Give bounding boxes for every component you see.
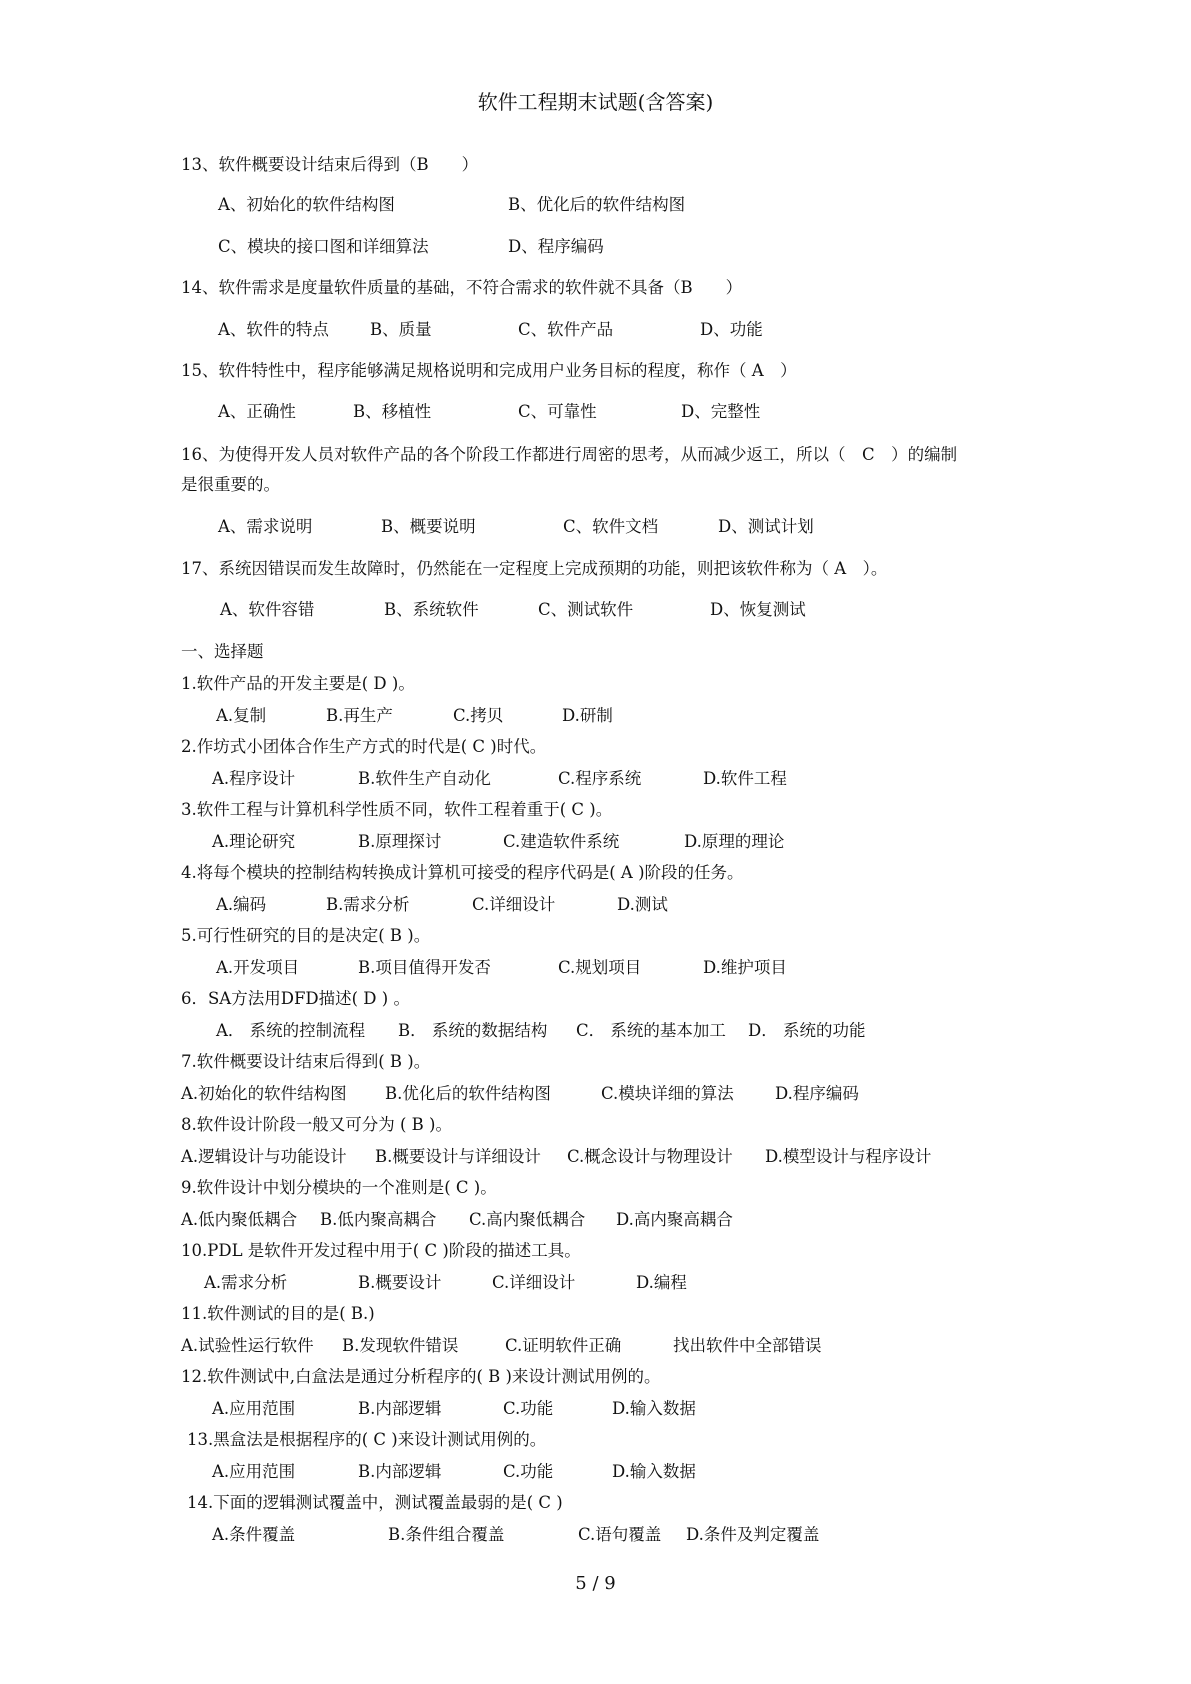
option: A.条件覆盖 (212, 1525, 296, 1544)
option: C.详细设计 (472, 895, 556, 914)
option: B.项目值得开发否 (358, 958, 491, 977)
option: D.维护项目 (703, 958, 787, 977)
option: D.程序编码 (775, 1084, 859, 1103)
option: A.程序设计 (212, 769, 296, 788)
option: A.逻辑设计与功能设计 (181, 1147, 347, 1166)
option: D.研制 (562, 706, 613, 725)
option: C、软件产品 (518, 320, 614, 339)
option: C.详细设计 (492, 1273, 576, 1292)
question-13: 13、软件概要设计结束后得到（B ） (181, 155, 479, 174)
option: D、完整性 (681, 402, 761, 421)
option: D.编程 (636, 1273, 687, 1292)
option: D.原理的理论 (684, 832, 785, 851)
question-14b: 14.下面的逻辑测试覆盖中，测试覆盖最弱的是( C ) (187, 1493, 563, 1512)
option: A.初始化的软件结构图 (181, 1084, 347, 1103)
option: C.模块详细的算法 (601, 1084, 734, 1103)
question-10: 10.PDL 是软件开发过程中用于( C )阶段的描述工具。 (181, 1241, 581, 1260)
option: B． 系统的数据结构 (398, 1021, 548, 1040)
option: D、测试计划 (718, 517, 814, 536)
option: D.条件及判定覆盖 (686, 1525, 820, 1544)
option: B.需求分析 (326, 895, 410, 914)
option: D.模型设计与程序设计 (765, 1147, 932, 1166)
option: B.概要设计 (358, 1273, 442, 1292)
option: D.高内聚高耦合 (616, 1210, 733, 1229)
option: D、程序编码 (508, 237, 604, 256)
option: B.内部逻辑 (358, 1399, 442, 1418)
option: B、概要说明 (381, 517, 476, 536)
option: C.功能 (503, 1462, 554, 1481)
question-1: 1.软件产品的开发主要是( D )。 (181, 674, 415, 693)
option: B、系统软件 (384, 600, 479, 619)
question-5: 5.可行性研究的目的是决定( B )。 (181, 926, 431, 945)
option: C.程序系统 (558, 769, 642, 788)
option: C、软件文档 (563, 517, 659, 536)
option: A、软件容错 (220, 600, 315, 619)
option: D.测试 (617, 895, 668, 914)
option: C.语句覆盖 (578, 1525, 662, 1544)
option: A、初始化的软件结构图 (218, 195, 395, 214)
question-11: 11.软件测试的目的是( B.) (181, 1304, 375, 1323)
option: A.开发项目 (216, 958, 300, 977)
option: A、正确性 (218, 402, 296, 421)
option: D、恢复测试 (710, 600, 806, 619)
option: C、模块的接口图和详细算法 (218, 237, 429, 256)
page-number: 5 / 9 (575, 1573, 616, 1594)
option: C.规划项目 (558, 958, 642, 977)
question-13b: 13.黑盒法是根据程序的( C )来设计测试用例的。 (187, 1430, 547, 1449)
option: D.软件工程 (703, 769, 787, 788)
question-6: 6．SA方法用DFD描述( D ) 。 (181, 989, 410, 1008)
section-title: 一、选择题 (181, 642, 264, 661)
option: A.需求分析 (204, 1273, 288, 1292)
option: B.原理探讨 (358, 832, 442, 851)
option: C、可靠性 (518, 402, 597, 421)
option: C.拷贝 (453, 706, 504, 725)
option: 找出软件中全部错误 (673, 1336, 822, 1355)
option: B.软件生产自动化 (358, 769, 491, 788)
option: B.再生产 (326, 706, 393, 725)
option: C.建造软件系统 (503, 832, 620, 851)
option: C、测试软件 (538, 600, 634, 619)
page-header: 软件工程期末试题(含答案) (477, 90, 714, 114)
question-12: 12.软件测试中,白盒法是通过分析程序的( B )来设计测试用例的。 (181, 1367, 661, 1386)
option: D.输入数据 (612, 1462, 696, 1481)
question-14: 14、软件需求是度量软件质量的基础，不符合需求的软件就不具备（B ） (181, 278, 743, 297)
option: B、优化后的软件结构图 (508, 195, 686, 214)
option: A． 系统的控制流程 (216, 1021, 366, 1040)
option: A.试验性运行软件 (181, 1336, 314, 1355)
question-9: 9.软件设计中划分模块的一个准则是( C )。 (181, 1178, 497, 1197)
question-2: 2.作坊式小团体合作生产方式的时代是( C )时代。 (181, 737, 547, 756)
option: B.概要设计与详细设计 (375, 1147, 541, 1166)
option: A.应用范围 (212, 1462, 296, 1481)
option: C.概念设计与物理设计 (567, 1147, 733, 1166)
question-3: 3.软件工程与计算机科学性质不同，软件工程着重于( C )。 (181, 800, 613, 819)
question-4: 4.将每个模块的控制结构转换成计算机可接受的程序代码是( A )阶段的任务。 (181, 863, 744, 882)
question-17: 17、系统因错误而发生故障时，仍然能在一定程度上完成预期的功能，则把该软件称为（ A ）。 (181, 559, 888, 578)
option: C.高内聚低耦合 (469, 1210, 586, 1229)
option: A.低内聚低耦合 (181, 1210, 298, 1229)
option: A.编码 (216, 895, 267, 914)
option: B.优化后的软件结构图 (385, 1084, 551, 1103)
option: D． 系统的功能 (748, 1021, 866, 1040)
option: C.证明软件正确 (505, 1336, 622, 1355)
option: A.理论研究 (212, 832, 296, 851)
question-15: 15、软件特性中，程序能够满足规格说明和完成用户业务目标的程度，称作（ A ） (181, 361, 797, 380)
question-16-cont: 是很重要的。 (181, 475, 280, 494)
option: B.内部逻辑 (358, 1462, 442, 1481)
question-8: 8.软件设计阶段一般又可分为 ( B )。 (181, 1115, 452, 1134)
option: B、质量 (370, 320, 432, 339)
option: C． 系统的基本加工 (576, 1021, 726, 1040)
option: D.输入数据 (612, 1399, 696, 1418)
option: D、功能 (700, 320, 763, 339)
question-7: 7.软件概要设计结束后得到( B )。 (181, 1052, 431, 1071)
option: A、需求说明 (218, 517, 313, 536)
question-16: 16、为使得开发人员对软件产品的各个阶段工作都进行周密的思考，从而减少返工，所以（ C ）的编制 (181, 445, 958, 464)
option: B、移植性 (353, 402, 432, 421)
option: B.条件组合覆盖 (388, 1525, 505, 1544)
option: B.发现软件错误 (342, 1336, 459, 1355)
option: C.功能 (503, 1399, 554, 1418)
option: A.应用范围 (212, 1399, 296, 1418)
option: A.复制 (216, 706, 267, 725)
option: B.低内聚高耦合 (320, 1210, 437, 1229)
option: A、软件的特点 (218, 320, 329, 339)
